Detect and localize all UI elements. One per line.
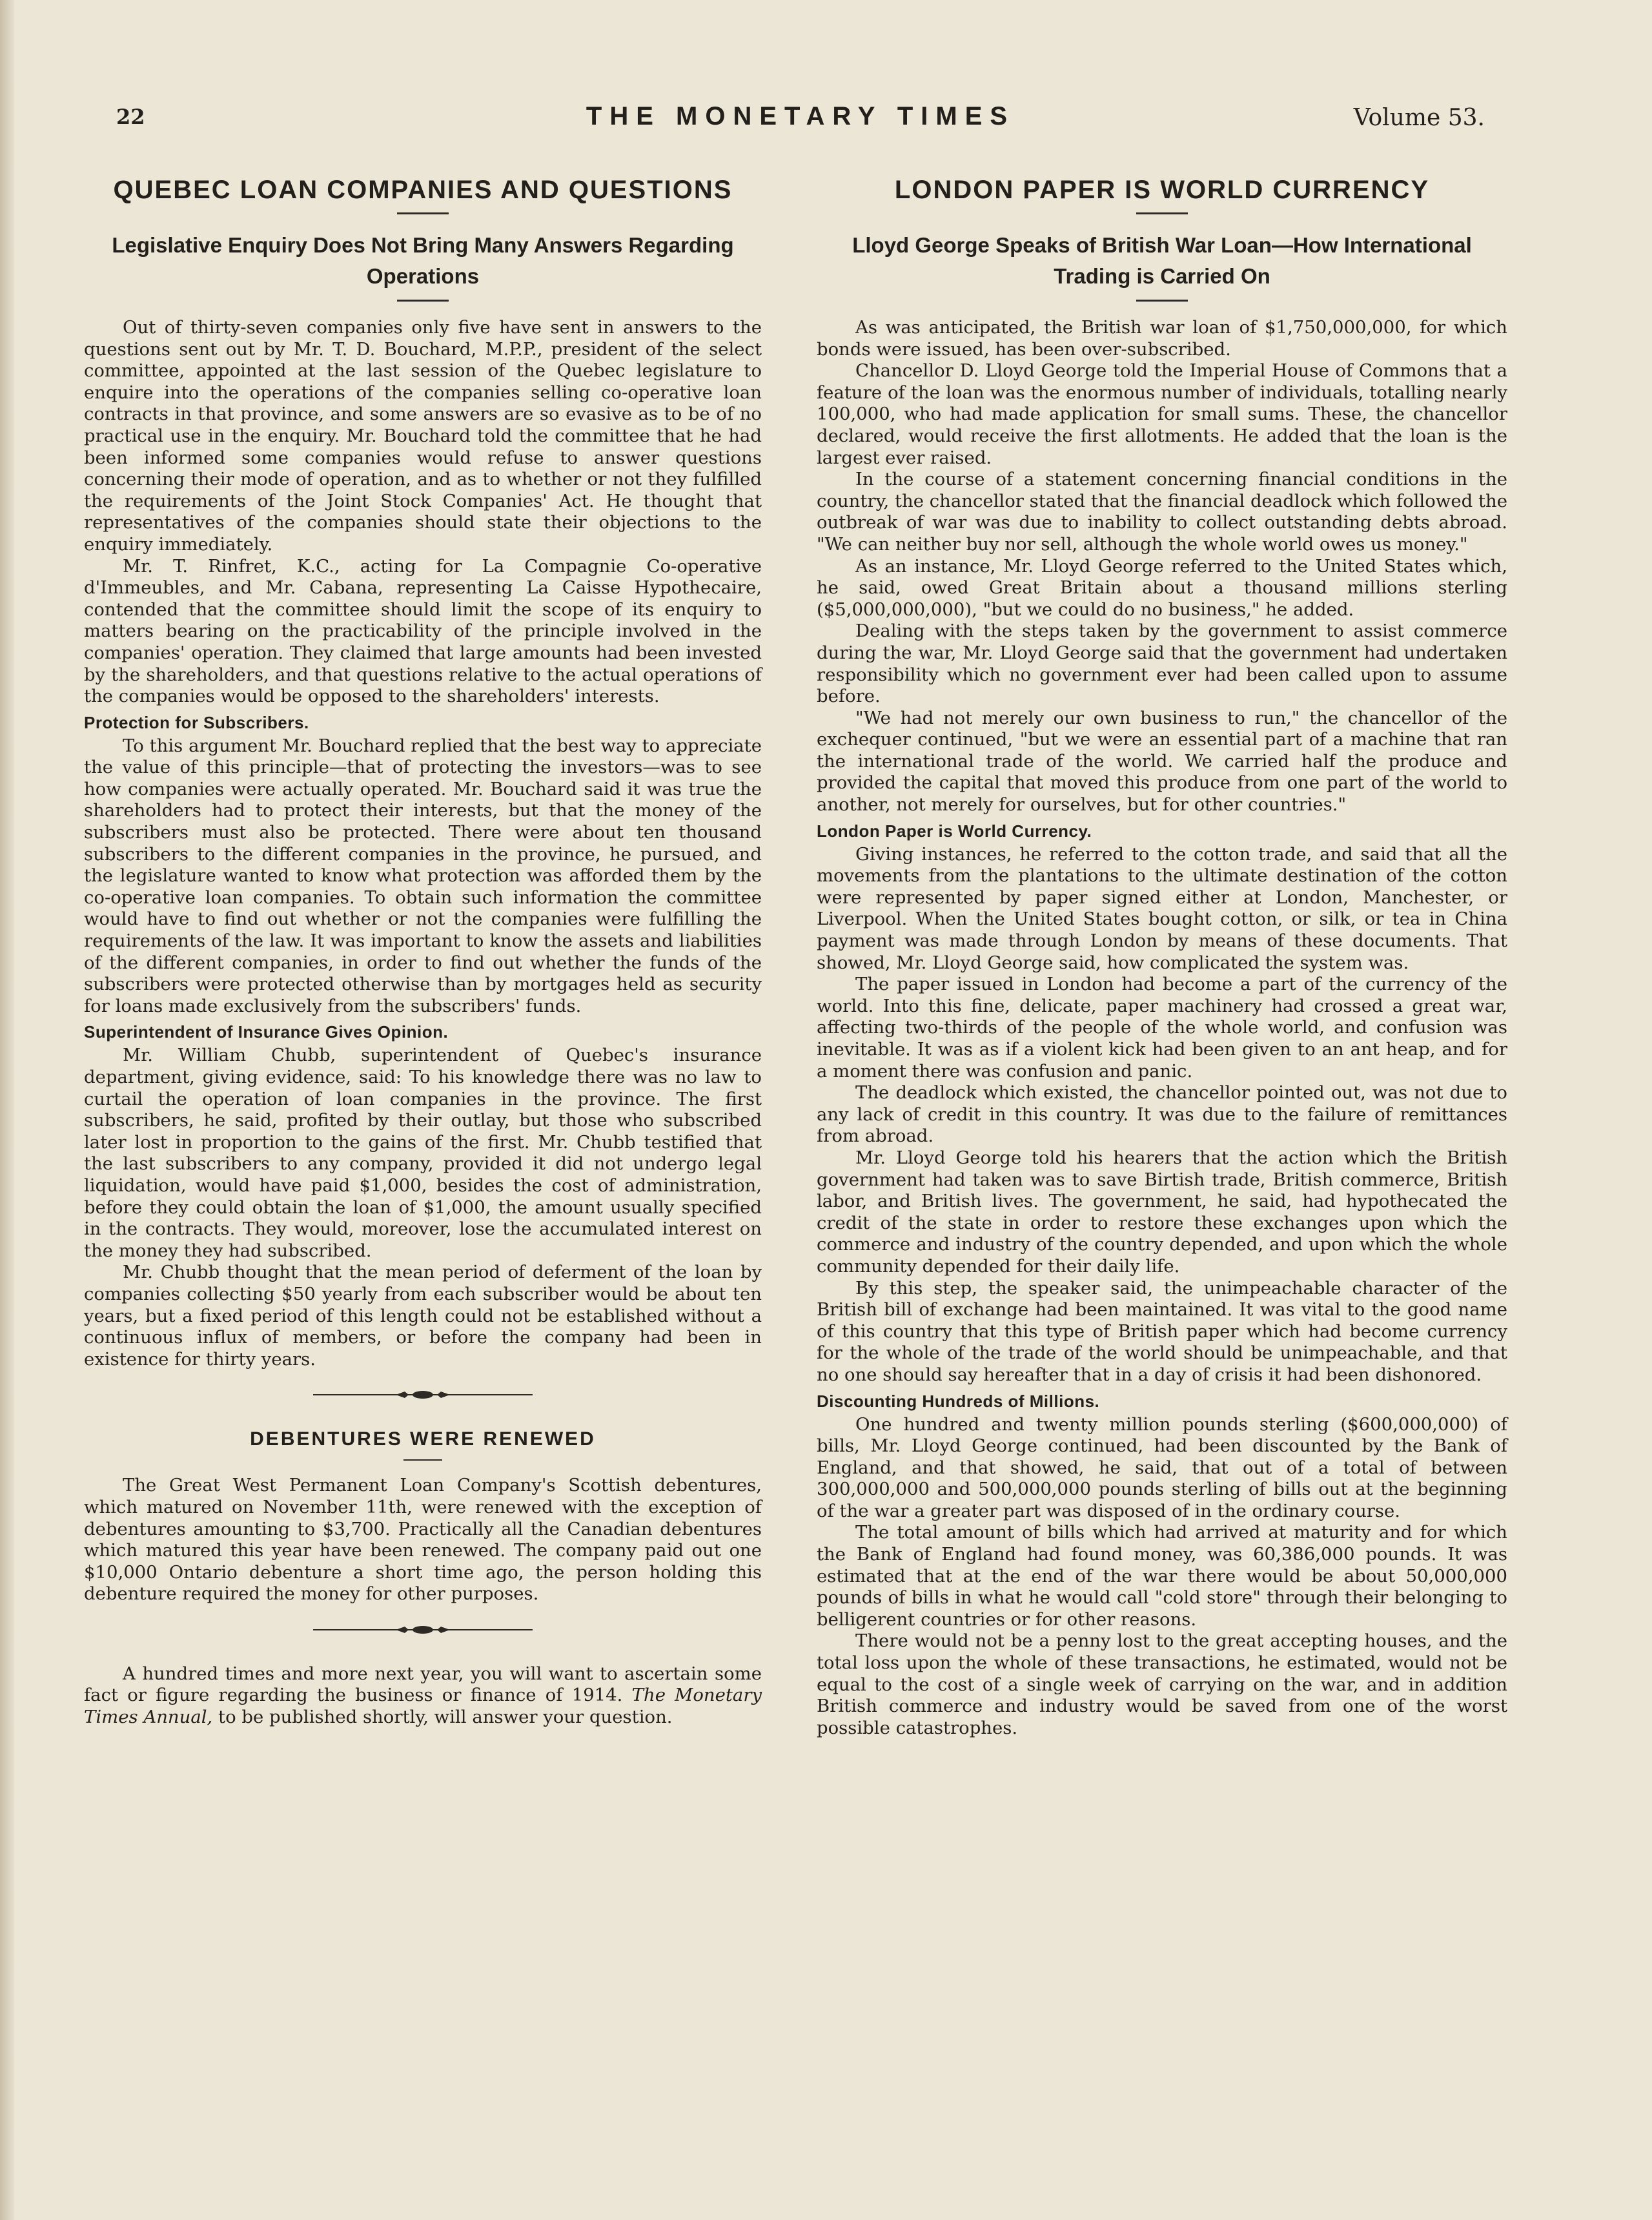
paragraph: One hundred and twenty million pounds sterling ($600,000,000) of bills, Mr. Lloyd George continued, had been discounted by the Bank of England, and that showed, he said, that out of a total of between 300,000,000 and 500,000,000 pounds sterling of bills out at the beginning of the war a greater part was disposed of in the ordinary course.: [817, 1413, 1507, 1521]
masthead: THE MONETARY TIMES: [586, 102, 1015, 130]
paragraph: By this step, the speaker said, the unimpeachable character of the British bill of exchange had been maintained. It was vital to the good name of this country that this type of British paper which had become currency for the whole of the trade of the world should be unimpeachable, and that no one should say hereafter that in a day of crisis it had been dishonored.: [817, 1277, 1507, 1385]
notice-paragraph: [84, 1663, 762, 1729]
ornament-divider-icon: [313, 1387, 533, 1403]
paragraph: Mr. T. Rinfret, K.C., acting for La Compagnie Co-operative d'Immeubles, and Mr. Cabana, representing La Caisse Hypothecaire, contended that the committee should limit the scope of its enquiry to matters bearing on the practicability of the principle involved in the companies' operation. They claimed that large amounts had been invested by the shareholders, and that questions relative to the actual operations of the companies would be opposed to the shareholders' interests.: [84, 555, 762, 707]
ornament-divider-icon: [313, 1622, 533, 1638]
section-heading: London Paper is World Currency.: [817, 821, 1092, 841]
page-header: [116, 97, 1485, 142]
paragraph: The paper issued in London had become a part of the currency of the world. Into this fine, delicate, paper machinery had crossed a great war, affecting two-thirds of the people of the whole world, and confusion was inevitable. It was as if a violent kick had been given to an ant heap, and for a moment there was confusion and panic.: [817, 974, 1507, 1082]
subtitle-rule: [397, 300, 449, 302]
annual-notice: [84, 1663, 762, 1729]
paragraph: Mr. William Chubb, superintendent of Quebec's insurance department, giving evidence, said: To his knowledge there was no law to curtail the operation of loan companies in the province. The first subscribers, he said, profited by their outlay, but those who subscribed later lost in proportion to the gains of the first. Mr. Chubb testified that the last subscribers to any company, provided it did not undergo legal liquidation, would have paid $1,000, besides the cost of administration, before they could obtain the loan of $1,000, the amount usually specified in the contracts. They would, moreover, lose the accumulated interest on the money they had subscribed.: [84, 1045, 762, 1261]
volume-label: Volume 53.: [1353, 105, 1485, 131]
notice-text-start: A hundred times and more next year, you will want to ascertain some fact or figure regarding the business or finance of 1914.: [84, 1663, 762, 1706]
article-title-debentures: DEBENTURES WERE RENEWED: [250, 1428, 596, 1450]
section-heading: Discounting Hundreds of Millions.: [817, 1391, 1100, 1411]
paragraph: Mr. Lloyd George told his hearers that the action which the British government had taken was to save Birtish trade, British commerce, British labor, and British lives. The government, he said, had hypothecated the credit of the state in order to restore these exchanges upon which the commerce and industry of the country depended, and upon which the whole community depended for their daily life.: [817, 1147, 1507, 1277]
paragraph: As an instance, Mr. Lloyd George referred to the United States which, he said, owed Great Britain about a thousand millions sterling ($5,000,000,000), "but we could do no business," he added.: [817, 555, 1507, 620]
page-spine-edge: [0, 0, 14, 2220]
article-body-quebec: [84, 317, 762, 1370]
debentures-rule: [403, 1459, 442, 1461]
article-body-london: [817, 317, 1507, 1739]
paragraph: Giving instances, he referred to the cotton trade, and said that all the movements from the plantations to the ultimate destination of the cotton were represented by paper signed either at London, Manchester, or Liverpool. When the United States bought cotton, or silk, or tea in China payment was made through London by means of these documents. That showed, Mr. Lloyd George said, how complicated the system was.: [817, 843, 1507, 973]
paragraph: As was anticipated, the British war loan of $1,750,000,000, for which bonds were issued, has been over-subscribed.: [817, 317, 1507, 360]
page-number: 22: [116, 105, 145, 129]
paragraph: Dealing with the steps taken by the government to assist commerce during the war, Mr. Lloyd George said that the government had undertaken responsibility which no government ever had been called upon to assume before.: [817, 621, 1507, 707]
article-title-quebec: QUEBEC LOAN COMPANIES AND QUESTIONS: [113, 176, 733, 204]
subtitle-rule: [1136, 300, 1188, 302]
paragraph: In the course of a statement concerning financial conditions in the country, the chancellor stated that the financial deadlock which followed the outbreak of war was due to inability to collect outstanding debts abroad. "We can neither buy nor sell, although the whole world owes us money.": [817, 469, 1507, 555]
paragraph: There would not be a penny lost to the great accepting houses, and the total loss upon the whole of these transactions, he estimated, would not be equal to the cost of a single week of carrying on the war, and in addition British commerce and industry would be saved from one of the worst possible catastrophes.: [817, 1630, 1507, 1738]
right-column: [817, 168, 1507, 1739]
left-column: [84, 168, 762, 1729]
paragraph: The deadlock which existed, the chancellor pointed out, was not due to any lack of credit in this country. It was due to the failure of remittances from abroad.: [817, 1082, 1507, 1147]
section-heading: Superintendent of Insurance Gives Opinion.: [84, 1022, 449, 1042]
paragraph: The Great West Permanent Loan Company's Scottish debentures, which matured on November 11th, were renewed with the exception of debentures amounting to $3,700. Practically all the Canadian debentures which matured this year have been renewed. The company paid out one $10,000 Ontario debenture a short time ago, the person holding this debenture required the money for other purposes.: [84, 1475, 762, 1605]
article-title-london: LONDON PAPER IS WORLD CURRENCY: [894, 176, 1430, 204]
paragraph: To this argument Mr. Bouchard replied that the best way to appreciate the value of this principle—that of protecting the investors—was to see how companies were actually operated. Mr. Bouchard said it was true the shareholders had to protect their interests, but that the money of the subscribers must also be protected. There were about ten thousand subscribers to the different companies in the province, he pursued, and the legislature wanted to know what protection was afforded them by the co-operative loan companies. To obtain such information the committee would have to find out whether or not the companies were fulfilling the requirements of the law. It was important to know the assets and liabilities of the different companies, in order to find out whether the funds of the subscribers were protected otherwise than by mortgages held as security for loans made exclusively from the subscribers' funds.: [84, 735, 762, 1016]
notice-publication-title: The Monetary Times Annual,: [84, 1685, 762, 1728]
title-rule: [1136, 212, 1188, 214]
article-subtitle-quebec: Legislative Enquiry Does Not Bring Many Answers Regarding Operations: [112, 233, 734, 288]
paragraph: Mr. Chubb thought that the mean period of deferment of the loan by companies collecting $50 yearly from each subscriber would be about ten years, but a fixed period of this length could not be established without a continuous influx of members, or before the company had been in existence for thirty years.: [84, 1262, 762, 1370]
paragraph: Chancellor D. Lloyd George told the Imperial House of Commons that a feature of the loan was the enormous number of individuals, totalling nearly 100,000, who had made application for small sums. These, the chancellor declared, would receive the first allotments. He added that the loan is the largest ever raised.: [817, 360, 1507, 468]
paragraph: The total amount of bills which had arrived at maturity and for which the Bank of England had found money, was 60,386,000 pounds. It was estimated that at the end of the war there would be about 50,000,000 pounds of bills in what he would call "cold store" through their belonging to belligerent countries or for other reasons.: [817, 1522, 1507, 1630]
paragraph: Out of thirty-seven companies only five have sent in answers to the questions sent out by Mr. T. D. Bouchard, M.P.P., president of the select committee, appointed at the last session of the Quebec legislature to enquire into the operations of the companies selling co-operative loan contracts in that province, and some answers are so evasive as to be of no practical use in the enquiry. Mr. Bouchard told the committee that he had been informed some companies would refuse to answer questions concerning their mode of operation, and as to whether or not they fulfilled the requirements of the Joint Stock Companies' Act. He thought that representatives of the companies should state their objections to the enquiry immediately.: [84, 317, 762, 555]
title-rule: [397, 212, 449, 214]
paragraph: "We had not merely our own business to run," the chancellor of the exchequer continued, "but we were an essential part of a machine that ran the international trade of the world. We carried half the produce and provided the capital that moved this produce from one part of the world to another, not merely for ourselves, but for other countries.": [817, 707, 1507, 816]
section-heading: Protection for Subscribers.: [84, 712, 309, 732]
article-subtitle-london: Lloyd George Speaks of British War Loan—How International Trading is Carried On: [852, 233, 1472, 288]
article-body-debentures: [84, 1475, 762, 1605]
notice-text-end: to be published shortly, will answer your question.: [212, 1707, 673, 1728]
